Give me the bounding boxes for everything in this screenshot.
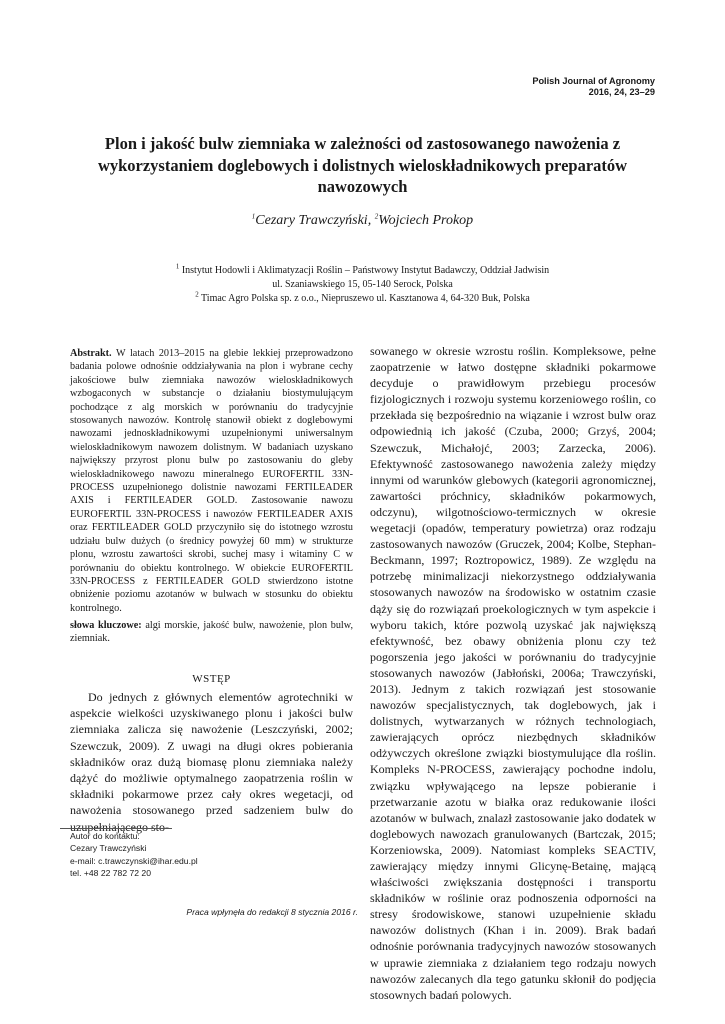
keywords-label: słowa kluczowe:: [70, 620, 142, 631]
author-2-sup: 2: [374, 212, 379, 221]
abstract-label: Abstrakt.: [70, 348, 112, 359]
abstract-text: W latach 2013–2015 na glebie lekkiej przeprowadzono badania polowe odnośnie oddziaływania na plon i wybrane cechy jakościowe bulw ziemniaka nawozów wieloskładnikowych wzbogaconych w substancje o działaniu biostymulującym pochodzące z alg morskich w porównaniu do tradycyjnie stosowanych nawozów. Kontrolę stanowił obiekt z doglebowymi nawozami jednoskładnikowymi uzupełnionymi uniwersalnym wieloskładnikowym nawozem dolistnym. W badaniach uzyskano największy przyrost plonu bulw po zastosowaniu do gleby wieloskładnikowego nawozu mineralnego EUROFERTIL 33N-PROCESS uzupełnionego dolistnie nawozami FERTILEADER AXIS i FERTILEADER GOLD. Zastosowanie nawozu EUROFERTIL 33N-PROCESS i nawozów FERTILEADER AXIS oraz FERTILEADER GOLD przyczyniło się do istotnego wzrostu udziału bulw dużych (o średnicy powyżej 60 mm) w strukturze plonu, wzrostu zawartości skrobi, suchej masy i witaminy C w porównaniu do obiektu kontrolnego. W obiekcie EUROFERTIL 33N-PROCESS z FERTILEADER GOLD stwierdzono istotne obniżenie poziomu azotanów w bulwach w stosunku do obiektu kontrolnego.: [70, 348, 353, 614]
author-2-name: Wojciech Prokop: [378, 213, 474, 228]
affiliations: [60, 264, 665, 306]
affiliation-2-line1: Timac Agro Polska sp. z o.o., Niepruszewo ul. Kasztanowa 4, 64-320 Buk, Polska: [201, 293, 530, 304]
intro-right-column: sowanego w okresie wzrostu roślin. Kompleksowe, pełne zaopatrzenie w łatwo dostępne składniki pokarmowe decyduje o prawidłowym przebiegu procesów fizjologicznych i rozwoju systemu korzeniowego roślin, co przekłada się bezpośrednio na wiązanie i wzrost bulw oraz odpowiednią ich jakość (Czuba, 2000; Grzyś, 2004; Szewczuk, Michałojć, 2003; Zarzecka, 2006). Efektywność zastosowanego nawożenia zależy między innymi od warunków glebowych (kategorii agronomicznej, zawartości próchnicy, składników pokarmowych, odczynu), wilgotnościowo-termicznych w okresie wegetacji (opadów, temperatury powietrza) oraz rodzaju zastosowanych nawozów (Gruczek, 2004; Kolbe, Stephan-Beckmann, 1997; Roztropowicz, 1989). Ze względu na potrzebę minimalizacji niekorzystnego oddziaływania stosowanych nawozów na środowisko w ostatnim czasie dąży się do rozwiązań proekologicznych w tym aspekcie i wyboru takich, które pozwolą uzyskać jak największą efektywność, bez obawy obniżenia plonu czy też pogorszenia jego jakości w porównaniu do tradycyjnie stosowanych nawozów (Jabłoński, 2006a; Trawczyński, 2013). Jednym z takich rozwiązań jest stosowanie nawozów specjalistycznych, tak doglebowych, jak i dolistnych, wytwarzanych w różnych technologiach, zawierających oprócz niezbędnych składników odżywczych określone związki biostymulujące dla roślin. Kompleks N-PROCESS, zawierający pochodne indolu, związku wpływającego na lepsze pobieranie i przetwarzanie azotu w białka oraz redukowanie ilości azotanów w bulwach, znalazł zastosowanie jako dodatek w doglebowych nawozach granulowanych (Bartczak, 2015; Korzeniowska, 2009). Natomiast kompleks SEACTIV, zawierający między innymi Glicynę-Betainę, mającą właściwości zwiększania dostępności i transportu składników w roślinie oraz podnoszenia odporności na stresy środowiskowe, stanowi uzupełnienie składu nawozów dolistnych (Khan i in. 2009). Brak badań odnośnie porównania tradycyjnych nawozów stosowanych w uprawie ziemniaka z działaniem tego rodzaju nowych nawozów zalecanych dla tego gatunku skłonił do podjęcia stosownych badań polowych.: [370, 344, 656, 1002]
contact-email[interactable]: e-mail: c.trawczynski@ihar.edu.pl: [70, 855, 198, 866]
journal-header: [532, 76, 655, 98]
affiliation-1-line2: ul. Szaniawskiego 15, 05-140 Serock, Polska: [272, 279, 453, 290]
section-heading: WSTĘP: [192, 673, 231, 685]
author-list: $^1$Cezary Trawczyński, $^2$Wojciech Prokop: [251, 212, 474, 228]
affiliation-1-line1: Instytut Hodowli i Aklimatyzacji Roślin – Państwowy Instytut Badawczy, Oddział Jadwisin: [181, 265, 550, 276]
contact-phone: tel. +48 22 782 72 20: [70, 867, 151, 878]
affiliation-2: [60, 292, 665, 306]
article-title: Plon i jakość bulw ziemniaka w zależności od zastosowanego nawożenia z wykorzystaniem doglebowych i dolistnych wieloskładnikowych preparatów nawozowych: [97, 134, 628, 196]
author-1-sup: 1: [251, 212, 256, 221]
received-date: Praca wpłynęła do redakcji 8 stycznia 2016 r.: [186, 907, 358, 917]
intro-left-column: Do jednych z głównych elementów agrotechniki w aspekcie wielkości uzyskiwanego plonu i jakości bulw ziemniaka zalicza się nawożenie (Leszczyński, 2002; Szewczuk, 2009). Z uwagi na długi okres pobierania składników oraz dużą biomasę plonu ziemniaka należy dążyć do możliwie optymalnego zaopatrzenia roślin w składniki pokarmowe przez cały okres wegetacji, od nawożenia stosowanego przed sadzeniem bulw do uzupełniającego sto-: [70, 690, 353, 834]
abstract: [70, 347, 353, 615]
contact-label: Autor do kontaktu:: [70, 831, 140, 841]
affiliation-1: [60, 264, 665, 278]
affiliation-2-sup: 2: [195, 290, 199, 299]
contact-name: Cezary Trawczyński: [70, 843, 147, 854]
keywords-text: algi morskie, jakość bulw, nawożenie, plon bulw, ziemniak.: [70, 620, 354, 645]
author-1-name: Cezary Trawczyński: [255, 213, 368, 228]
footnote-divider: [60, 828, 172, 829]
journal-name: Polish Journal of Agronomy: [532, 76, 655, 86]
contact-footnote: [70, 830, 360, 879]
journal-issue: 2016, 24, 23–29: [588, 87, 655, 97]
keywords: [70, 619, 353, 646]
affiliation-1-sup: 1: [175, 262, 180, 271]
